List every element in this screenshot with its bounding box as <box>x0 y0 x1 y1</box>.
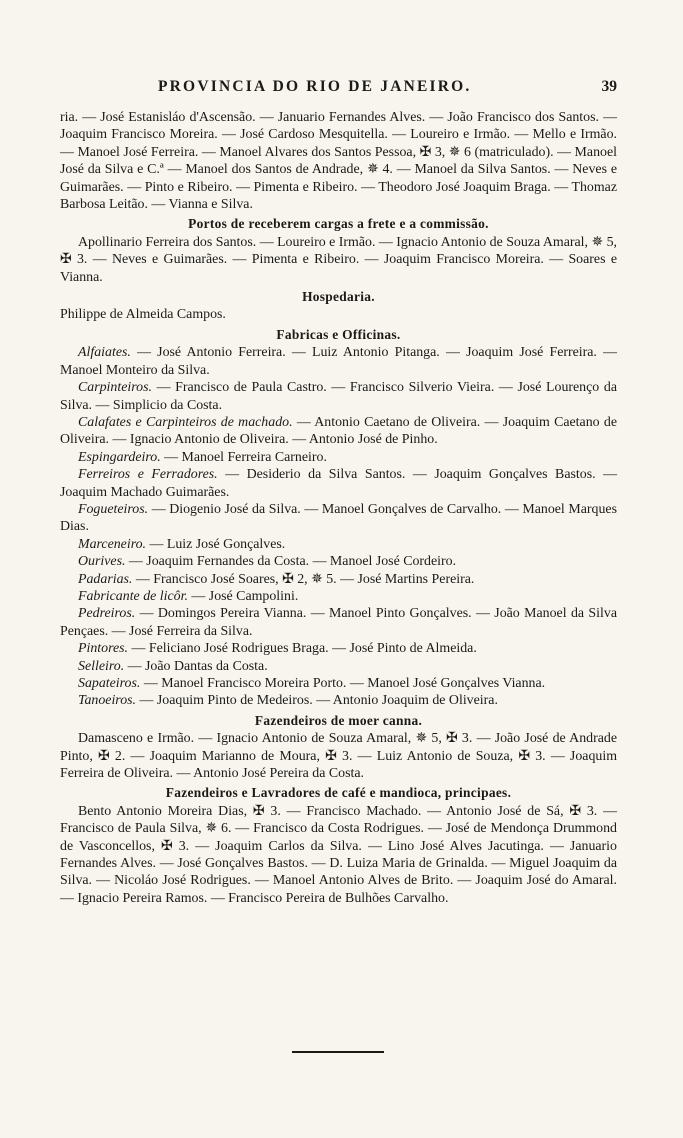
list-item <box>60 640 617 657</box>
trade-name: Pedreiros. <box>78 606 136 622</box>
trade-entries: — João Dantas da Costa. <box>124 658 268 674</box>
running-header <box>60 78 617 102</box>
moer-canna-paragraph: Damasceno e Irmão. — Ignacio Antonio de Souza Amaral, ✵ 5, ✠ 3. — João José de Andrade Pinto, ✠ 2. — Joaquim Marianno de Moura, ✠ 3. — Luiz Antonio de Souza, ✠ 3. — Joaquim Ferreira de Oliveira. — Antonio José Pereira da Costa. <box>60 731 617 782</box>
list-item <box>60 466 617 501</box>
trade-name: Tanoeiros. <box>78 693 137 709</box>
section-heading-portos: Portos de receberem cargas a frete e a commissão. <box>188 216 489 232</box>
list-item <box>60 692 617 709</box>
trade-name: Marceneiro. <box>78 536 147 552</box>
trade-entries: — Francisco José Soares, ✠ 2, ✵ 5. — José Martins Pereira. <box>132 571 475 587</box>
hospedaria-paragraph: Philippe de Almeida Campos. <box>60 307 226 323</box>
list-item <box>60 501 617 536</box>
trade-entries: — Joaquim Fernandes da Costa. — Manoel José Cordeiro. <box>125 554 457 570</box>
end-rule-divider <box>292 1051 384 1053</box>
cafe-mandioca-paragraph: Bento Antonio Moreira Dias, ✠ 3. — Francisco Machado. — Antonio José de Sá, ✠ 3. — Francisco de Paula Silva, ✵ 6. — Francisco da Costa Rodrigues. — José de Mendonça Drummond de Vasconcellos, ✠ 3. — Joaquim Carlos da Silva. — Lino José Alves Jacutinga. — Januario Fernandes Alves. — José Gonçalves Bastos. — D. Luiza Maria de Grinalda. — Miguel Joaquim da Silva. — Nicoláo José Rodrigues. — Manoel Antonio Alves de Brito. — Joaquim José do Amaral. — Ignacio Pereira Ramos. — Francisco Pereira de Bulhões Carvalho. <box>60 803 617 906</box>
trade-entries: — José Campolini. <box>187 588 299 604</box>
trade-name: Ferreiros e Ferradores. <box>78 467 218 483</box>
list-item <box>60 658 617 675</box>
trade-name: Fabricante de licôr. <box>78 588 188 604</box>
trade-name: Carpinteiros. <box>78 380 152 396</box>
list-item <box>60 571 617 588</box>
trade-entries: — Desiderio da Silva Santos. — Joaquim Gonçalves Bastos. — Joaquim Machado Guimarães. <box>60 467 617 500</box>
section-heading-fabricas: Fabricas e Officinas. <box>276 326 401 342</box>
trade-name: Alfaiates. <box>78 345 131 361</box>
trade-name: Padarias. <box>78 571 133 587</box>
list-item <box>60 449 617 466</box>
list-item <box>60 379 617 414</box>
trade-name: Fogueteiros. <box>78 501 149 517</box>
portos-paragraph: Apollinario Ferreira dos Santos. — Loureiro e Irmão. — Ignacio Antonio de Souza Amaral, ✵ 5, ✠ 3. — Neves e Guimarães. — Pimenta e Ribeiro. — Joaquim Francisco Moreira. — Soares e Vianna. <box>60 234 617 285</box>
trade-name: Pintores. <box>78 641 129 657</box>
trade-name: Sapateiros. <box>78 676 141 691</box>
fabricas-list <box>60 344 617 710</box>
section-heading-moer-canna: Fazendeiros de moer canna. <box>254 712 423 728</box>
page-body <box>60 109 617 907</box>
trade-entries: — Francisco de Paula Castro. — Francisco Silverio Vieira. — José Lourenço da Silva. — Simplicio da Costa. <box>60 380 617 413</box>
trade-entries: — José Antonio Ferreira. — Luiz Antonio Pitanga. — Joaquim José Ferreira. — Manoel Monteiro da Silva. <box>60 345 617 378</box>
trade-entries: — Feliciano José Rodrigues Braga. — José Pinto de Almeida. <box>128 641 477 657</box>
list-item <box>60 675 617 692</box>
trade-entries: — Diogenio José da Silva. — Manoel Gonçalves de Carvalho. — Manoel Marques Dias. <box>60 501 617 535</box>
list-item <box>60 553 617 570</box>
trade-entries: — Joaquim Pinto de Medeiros. — Antonio Joaquim de Oliveira. <box>136 693 498 709</box>
trade-entries: — Manoel Ferreira Carneiro. <box>160 449 327 465</box>
page-title: PROVINCIA DO RIO DE JANEIRO. <box>158 78 472 95</box>
list-item <box>60 588 617 605</box>
trade-entries: — Manoel Francisco Moreira Porto. — Manoel José Gonçalves Vianna. <box>140 676 546 691</box>
trade-name: Ourives. <box>78 554 126 570</box>
section-heading-hospedaria: Hospedaria. <box>302 289 375 305</box>
trade-name: Espingardeiro. <box>78 449 161 465</box>
trade-entries: — Domingos Pereira Vianna. — Manoel Pinto Gonçalves. — João Manoel da Silva Pençaes. — José Ferreira da Silva. <box>60 606 617 639</box>
list-item <box>60 414 617 449</box>
trade-name: Selleiro. <box>78 658 125 674</box>
trade-entries: — Luiz José Gonçalves. <box>146 536 286 552</box>
list-item <box>60 605 617 640</box>
section-heading-cafe-mandioca: Fazendeiros e Lavradores de café e mandioca, principaes. <box>165 785 512 801</box>
page-number: 39 <box>601 78 617 95</box>
continuation-paragraph: ria. — José Estanisláo d'Ascensão. — Januario Fernandes Alves. — João Francisco dos Santos. — Joaquim Francisco Moreira. — José Cardoso Mesquitella. — Loureiro e Irmão. — Mello e Irmão. — Manoel José Ferreira. — Manoel Alvares dos Santos Pessoa, ✠ 3, ✵ 6 (matriculado). — Manoel José da Silva e C.ª — Manoel dos Santos de Andrade, ✵ 4. — Manoel da Silva Santos. — Neves e Guimarães. — Pinto e Ribeiro. — Pimenta e Ribeiro. — Theodoro José Joaquim Braga. — Thomaz Barbosa Leitão. — Vianna e Silva. <box>60 110 617 213</box>
trade-entries: — Antonio Caetano de Oliveira. — Joaquim Caetano de Oliveira. — Ignacio Antonio de Oliveira. — Antonio José de Pinho. <box>60 414 617 448</box>
list-item <box>60 344 617 379</box>
list-item <box>60 536 617 553</box>
trade-name: Calafates e Carpinteiros de machado. <box>78 414 293 430</box>
